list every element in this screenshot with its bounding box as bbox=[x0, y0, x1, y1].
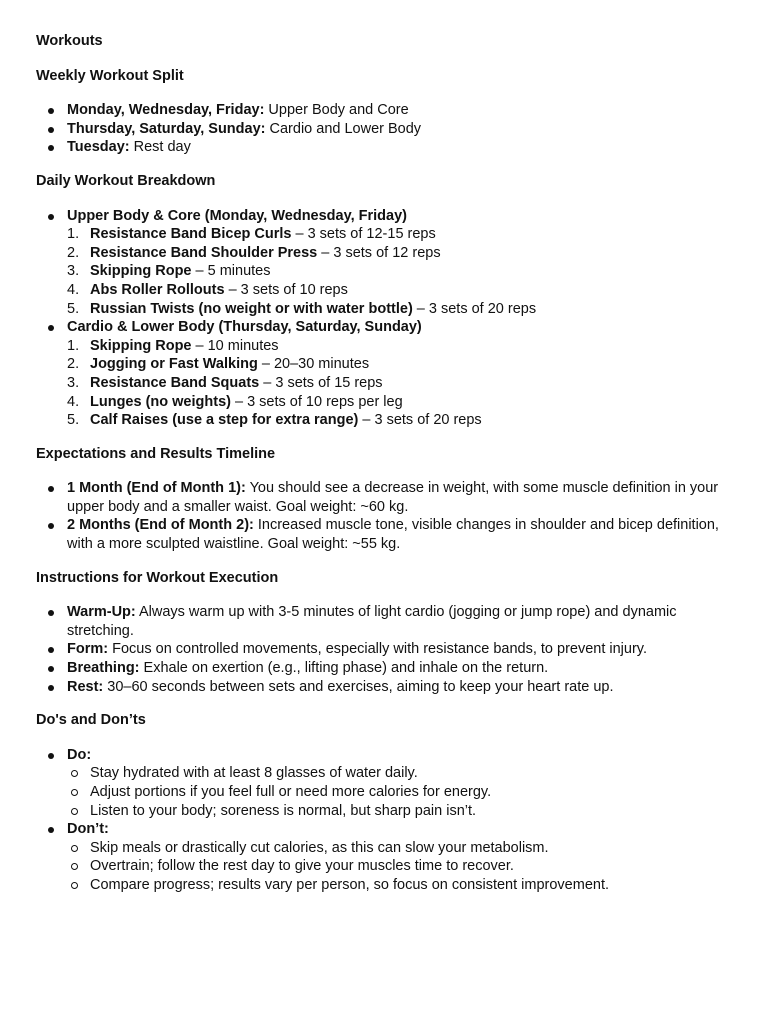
list-item bbox=[36, 746, 726, 820]
list-item bbox=[36, 207, 726, 319]
list-item bbox=[36, 820, 726, 894]
item-text: Always warm up with 3-5 minutes of light cardio (jogging or jump rope) and dynamic stretching. bbox=[67, 604, 677, 639]
list-item bbox=[36, 603, 726, 640]
exercise-item bbox=[67, 374, 726, 393]
list-item bbox=[36, 479, 726, 516]
list-item bbox=[36, 318, 726, 430]
instructions-list bbox=[36, 603, 726, 696]
exercise-name: Resistance Band Shoulder Press bbox=[90, 244, 318, 261]
exercise-item bbox=[67, 393, 726, 412]
section-heading-split: Weekly Workout Split bbox=[36, 67, 184, 84]
do-item: Adjust portions if you feel full or need more calories for energy. bbox=[67, 783, 726, 802]
exercise-detail: – 3 sets of 12 reps bbox=[317, 244, 441, 261]
timeline-list bbox=[36, 479, 726, 553]
exercise-number: 5. bbox=[67, 300, 80, 317]
exercise-name: Skipping Rope bbox=[90, 263, 192, 280]
list-item bbox=[36, 138, 726, 157]
exercise-number: 2. bbox=[67, 356, 80, 373]
exercise-detail: – 10 minutes bbox=[191, 337, 279, 354]
item-label: Rest: bbox=[67, 678, 104, 695]
exercise-list bbox=[67, 337, 726, 430]
dont-sublist bbox=[67, 839, 726, 895]
exercise-number: 4. bbox=[67, 281, 80, 298]
exercise-number: 2. bbox=[67, 244, 80, 261]
list-item bbox=[36, 640, 726, 659]
exercise-item bbox=[67, 337, 726, 356]
exercise-number: 4. bbox=[67, 393, 80, 410]
dont-label: Don’t: bbox=[67, 821, 109, 838]
exercise-item bbox=[67, 411, 726, 430]
exercise-item bbox=[67, 262, 726, 281]
do-sublist bbox=[67, 764, 726, 820]
item-label: Thursday, Saturday, Sunday: bbox=[67, 120, 266, 137]
exercise-name: Resistance Band Bicep Curls bbox=[90, 226, 292, 243]
exercise-number: 1. bbox=[67, 226, 80, 243]
section-heading-instructions: Instructions for Workout Execution bbox=[36, 569, 279, 586]
item-text: 30–60 seconds between sets and exercises, aiming to keep your heart rate up. bbox=[103, 678, 614, 695]
exercise-name: Skipping Rope bbox=[90, 337, 192, 354]
list-item bbox=[36, 101, 726, 120]
exercise-number: 3. bbox=[67, 374, 80, 391]
list-item bbox=[36, 659, 726, 678]
do-item: Listen to your body; soreness is normal, but sharp pain isn’t. bbox=[67, 802, 726, 821]
exercise-item bbox=[67, 300, 726, 319]
item-text: You should see a decrease in weight, with some muscle definition in your upper body and a smaller waist. Goal weight: ~60 kg. bbox=[67, 480, 719, 515]
exercise-name: Lunges (no weights) bbox=[90, 393, 231, 410]
do-label: Do: bbox=[67, 746, 92, 763]
dos-donts-list bbox=[36, 746, 726, 895]
exercise-list bbox=[67, 225, 726, 318]
group-label: Cardio & Lower Body (Thursday, Saturday, Sunday) bbox=[67, 319, 422, 336]
exercise-item bbox=[67, 355, 726, 374]
exercise-item bbox=[67, 244, 726, 263]
list-item bbox=[36, 516, 726, 553]
exercise-item bbox=[67, 225, 726, 244]
item-text: Rest day bbox=[129, 139, 191, 156]
exercise-name: Abs Roller Rollouts bbox=[90, 281, 225, 298]
item-text: Increased muscle tone, visible changes in shoulder and bicep definition, with a more sculpted waistline. Goal weight: ~55 kg. bbox=[67, 517, 719, 553]
exercise-detail: – 20–30 minutes bbox=[257, 356, 370, 373]
exercise-detail: – 3 sets of 12-15 reps bbox=[291, 226, 436, 243]
item-label: 2 Months (End of Month 2): bbox=[67, 517, 254, 534]
exercise-name: Resistance Band Squats bbox=[90, 374, 260, 391]
list-item bbox=[36, 120, 726, 139]
exercise-number: 1. bbox=[67, 337, 80, 354]
dont-item: Compare progress; results vary per person, so focus on consistent improvement. bbox=[67, 876, 726, 895]
list-item bbox=[36, 678, 726, 697]
item-text: Exhale on exertion (e.g., lifting phase) and inhale on the return. bbox=[139, 660, 549, 677]
exercise-detail: – 3 sets of 20 reps bbox=[412, 300, 537, 317]
exercise-number: 5. bbox=[67, 412, 80, 429]
item-label: Warm-Up: bbox=[67, 604, 136, 621]
group-label: Upper Body & Core (Monday, Wednesday, Friday) bbox=[67, 207, 407, 224]
item-text: Cardio and Lower Body bbox=[265, 120, 422, 137]
exercise-detail: – 5 minutes bbox=[191, 263, 271, 280]
breakdown-list bbox=[36, 207, 726, 430]
do-item: Stay hydrated with at least 8 glasses of water daily. bbox=[67, 764, 726, 783]
exercise-name: Russian Twists (no weight or with water bottle) bbox=[90, 300, 413, 317]
item-label: Tuesday: bbox=[67, 139, 130, 156]
item-text: Focus on controlled movements, especially with resistance bands, to prevent injury. bbox=[108, 641, 648, 658]
dont-item: Skip meals or drastically cut calories, as this can slow your metabolism. bbox=[67, 839, 726, 858]
dont-item: Overtrain; follow the rest day to give your muscles time to recover. bbox=[67, 857, 726, 876]
item-label: Breathing: bbox=[67, 660, 140, 677]
section-heading-timeline: Expectations and Results Timeline bbox=[36, 445, 276, 462]
exercise-item bbox=[67, 281, 726, 300]
exercise-detail: – 3 sets of 10 reps per leg bbox=[230, 393, 403, 410]
exercise-detail: – 3 sets of 15 reps bbox=[259, 374, 383, 391]
item-text: Upper Body and Core bbox=[264, 102, 409, 119]
document-body bbox=[36, 32, 726, 910]
exercise-detail: – 3 sets of 10 reps bbox=[224, 281, 348, 298]
item-label: Monday, Wednesday, Friday: bbox=[67, 102, 265, 119]
page-title: Workouts bbox=[36, 33, 103, 49]
exercise-detail: – 3 sets of 20 reps bbox=[358, 412, 482, 429]
split-list bbox=[36, 101, 726, 157]
item-label: 1 Month (End of Month 1): bbox=[67, 480, 246, 497]
section-heading-breakdown: Daily Workout Breakdown bbox=[36, 172, 216, 189]
item-label: Form: bbox=[67, 641, 109, 658]
section-heading-dos-donts: Do's and Don’ts bbox=[36, 712, 146, 729]
exercise-number: 3. bbox=[67, 263, 80, 280]
exercise-name: Jogging or Fast Walking bbox=[90, 356, 258, 373]
exercise-name: Calf Raises (use a step for extra range) bbox=[90, 412, 359, 429]
